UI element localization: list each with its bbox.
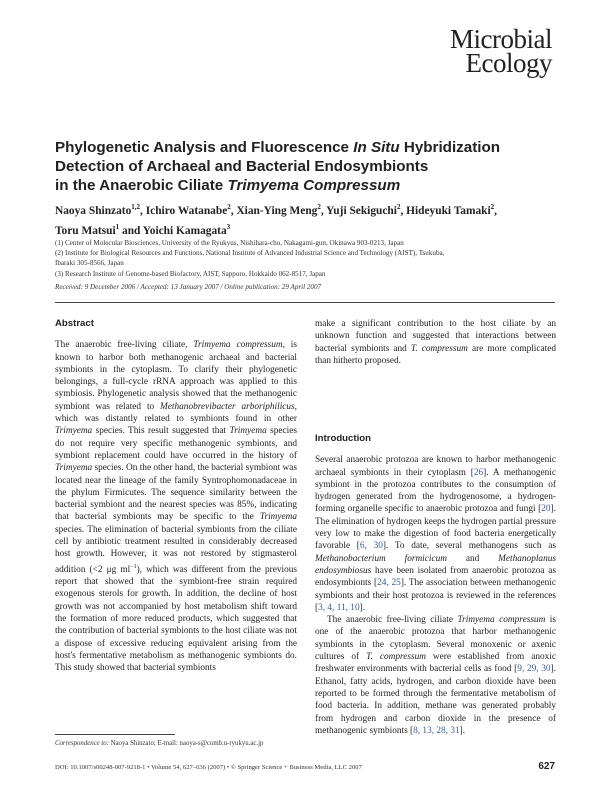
species-name: Trimyema [55, 426, 93, 437]
intro-run: The anaerobic free-living ciliate [327, 615, 458, 626]
abstract-text [55, 339, 297, 674]
abstract-run: species. This result suggested that [92, 426, 230, 437]
author-name: Naoya Shinzato [55, 204, 132, 217]
title-part: in the Anaerobic Ciliate [55, 177, 228, 194]
intro-run: ]. To date, several methanogens such as [382, 541, 557, 552]
intro-run: ]. A methanogenic symbiont in the protozoa contributes to the consumption of hydrogen generated from the hydrogenosome, a hydrogen-forming organelle specific to anaerobic protozoa and fungi [ [315, 467, 556, 515]
footnote-divider [55, 734, 175, 735]
citation-link[interactable]: 3, 4, 11, 10 [318, 602, 360, 613]
intro-run: ]. [359, 602, 366, 613]
correspondence-note [55, 740, 355, 747]
introduction-section [315, 433, 556, 737]
abstract-run: make a significant contribution to the host ciliate by an unknown function and suggested that interactions between bacterial symbionts and [315, 319, 556, 354]
species-name: Trimyema compressum [457, 615, 546, 626]
intro-paragraph-1 [315, 454, 556, 614]
abstract-run: species. The elimination of bacterial symbionts from the ciliate cell by antibiotic treatment resulted in considerably decreased host growth. However, it was not restored by stigmasterol addition (<2 μg ml [55, 524, 297, 575]
abstract-run: The anaerobic free-living ciliate, [55, 340, 194, 351]
author-list [55, 199, 555, 239]
affiliations [55, 238, 555, 279]
page-number: 627 [538, 761, 555, 772]
intro-run: ]. The elimination of hydrogen keeps the hydrogen partial pressure very low to make the digestion of food bacteria energetically favorable [ [315, 504, 556, 552]
intro-run: ]. Ethanol, fatty acids, hydrogen, and carbon dioxide have been reported to be formed through the fermentative metabolism of food bacteria. In addition, methane was generated probably from hydrogen and carbon dioxide in the presence of methanogenic symbionts [ [315, 664, 556, 736]
title-italic: Trimyema Compressum [227, 177, 401, 194]
intro-paragraph-2 [315, 614, 556, 737]
journal-logo-line1: Microbial [450, 24, 552, 54]
page-footer: DOI: 10.1007/s00248-007-9218-1 • Volume 54, 627–636 (2007) • © Springer Science + Business Media, LLC 2007 [55, 764, 362, 771]
species-name: T. compressum [366, 652, 426, 663]
title-italic: In Situ [353, 139, 400, 156]
title-part: Hybridization [399, 139, 501, 156]
correspondence-label: Correspondence to: [55, 740, 109, 747]
abstract-run: are more complicated than hitherto proposed. [315, 343, 556, 366]
author-affil-mark: 2 [227, 203, 231, 211]
species-name: Trimyema [55, 463, 93, 474]
species-name: Trimyema [259, 512, 297, 523]
author-affil-mark: 3 [226, 222, 231, 231]
abstract-run: species. On the other hand, the bacterial symbiont was located near the lineage of the family Syntrophomonadaceae in the phylum Firmicutes. The sequence similarity between the bacterial symbiont and the nearest species was 85%, indicating that bacterial symbionts may be specific to the [55, 463, 297, 523]
affiliation: (2) Institute for Biological Resources and Functions, National Institute of Advanced Industrial Science and Technology (AIST), Tsukuba, [55, 249, 445, 258]
abstract-run: , is known to harbor both methanogenic archaeal and bacterial symbionts in the cytoplasm. To clarify their phylogenetic belongings, a full-cycle rRNA approach was applied to this symbiosis. Phylogenetic analysis showed that the methanogenic symbiont was related to [55, 340, 297, 412]
author-affil-mark: 2 [490, 203, 495, 211]
author-name: , Yuji Sekiguchi [320, 204, 397, 217]
intro-run: Several anaerobic protozoa are known to harbor methanogenic archaeal symbionts in their cytoplasm [ [315, 455, 556, 478]
affiliation: (3) Research Institute of Genome-based Biofactory, AIST, Sapporo, Hokkaido 062-8517, Japan [55, 269, 326, 278]
author-name: Toru Matsui [55, 224, 116, 237]
intro-run: is one of the anaerobic protozoa that harbor methanogenic symbionts in the cytoplasm. Several monoxenic or axenic cultures of [315, 615, 556, 663]
abstract-run: , which was distantly related to symbionts found in other [55, 401, 297, 425]
author-name: , Xian-Ying Meng [230, 204, 318, 217]
abstract-heading: Abstract [55, 318, 94, 329]
citation-link[interactable]: 9, 29, 30 [517, 664, 551, 675]
abstract-run: species do not require very specific methanogenic symbionts, and symbiont replacement could have occurred in the history of [55, 426, 297, 461]
intro-run: ]. The association between methanogenic symbionts and their host protozoa is reviewed in the references [ [315, 578, 556, 613]
author-separator: , [494, 204, 498, 217]
affiliation: Ibaraki 305-8566, Japan [55, 259, 124, 268]
correspondence-text: Naoya Shinzato; E-mail: naoya-s@comb.u-ryukyu.ac.jp [108, 740, 264, 747]
intro-run: have been isolated from anaerobic protozoa as endosymbionts [ [315, 565, 556, 589]
paper-title [55, 138, 555, 195]
abstract-continuation [315, 318, 556, 367]
author-name: and Yoichi Kamagata [119, 224, 227, 237]
introduction-heading: Introduction [315, 433, 371, 444]
species-name: Trimyema [229, 426, 267, 437]
abstract-column [55, 318, 297, 674]
header-divider [55, 302, 555, 303]
citation-link[interactable]: 20 [541, 504, 551, 515]
superscript: −1 [130, 563, 137, 570]
author-affil-mark: 2 [396, 203, 401, 211]
author-name: , Hideyuki Tamaki [400, 204, 491, 217]
journal-logo [450, 24, 552, 78]
citation-link[interactable]: 26 [473, 467, 484, 478]
journal-logo-line2: Ecology [465, 48, 552, 78]
title-part: Phylogenetic Analysis and Fluorescence [55, 139, 354, 156]
citation-link[interactable]: 8, 13, 28, 31 [413, 725, 460, 736]
species-name: Methanoplanus endosymbiosus [315, 553, 556, 576]
intro-run: and [446, 553, 499, 564]
abstract-run: ), which was different from the previous report that showed that the symbiont-free strain required exogenous sterols for growth. In addition, the decline of host growth was not accompanied by host metabolism shift toward the formation of more reduced products, which suggested that the contribution of bacterial symbionts to the host ciliate was not a dispose of excessive reducing equivalent arising from the host's fermentative metabolism as methanogenic symbionts do. This study showed that bacterial symbionts [55, 564, 297, 674]
author-name: , Ichiro Watanabe [140, 204, 228, 217]
species-name: Methanobrevibacter arboriphilicus [160, 401, 295, 412]
title-part: Detection of Archaeal and Bacterial Endosymbionts [55, 158, 429, 175]
intro-run: were established from anoxic freshwater environments with bacterial cells as food [ [315, 652, 556, 675]
species-name: Methanobacterium formicicum [315, 553, 447, 564]
intro-run: ]. [459, 725, 466, 736]
author-affil-mark: 2 [317, 203, 321, 211]
species-name: Trimyema compressum [193, 340, 283, 351]
abstract-text-cont [315, 318, 556, 367]
species-name: T. compressum [410, 343, 468, 354]
citation-link[interactable]: 24, 25 [377, 578, 401, 589]
author-affil-mark: 1 [115, 222, 120, 231]
citation-link[interactable]: 6, 30 [359, 541, 383, 552]
author-affil-mark: 1,2 [131, 203, 141, 211]
affiliation: (1) Center of Molecular Biosciences, University of the Ryukyus, Nishihara-cho, Nakagami-gun, Okinawa 903-0213, Japan [55, 239, 404, 247]
publication-dates: Received: 9 December 2006 / Accepted: 13 January 2007 / Online publication: 29 April 2007 [55, 283, 322, 291]
